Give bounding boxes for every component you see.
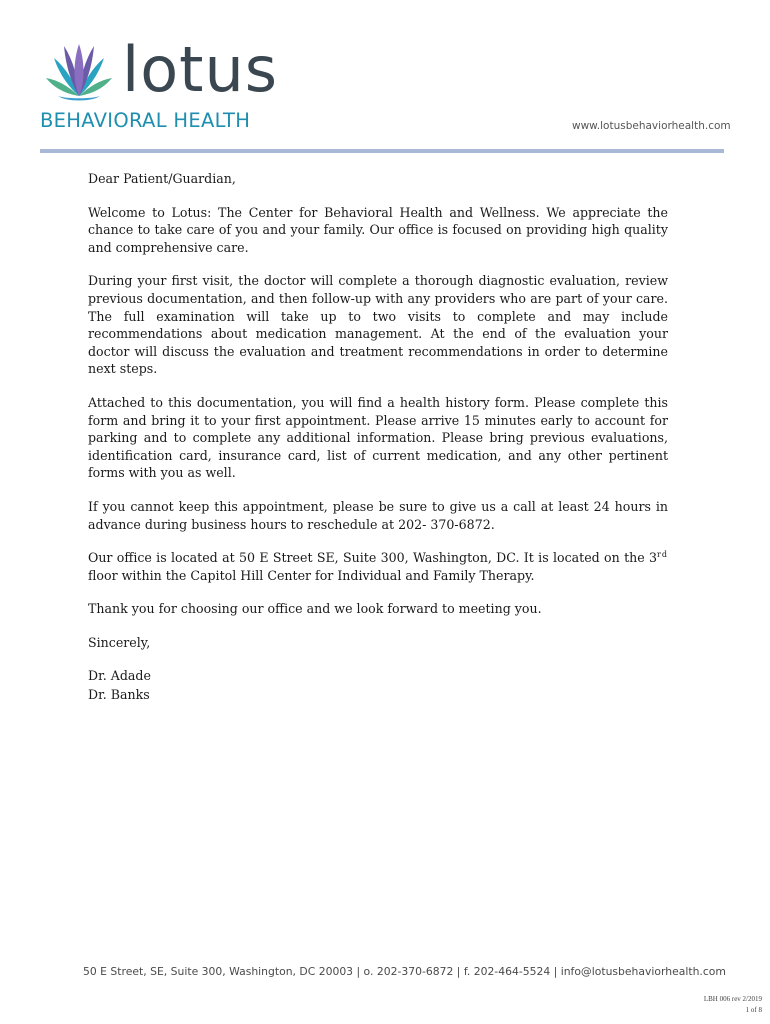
signer-banks: Dr. Banks <box>88 687 150 703</box>
lotus-flower-icon <box>42 44 116 106</box>
location-text: Our office is located at 50 E Street SE, Suite 300, Washington, DC. It is located on the 3 <box>88 550 658 566</box>
letter-body <box>88 170 668 720</box>
page-number: 1 of 8 <box>745 1006 762 1014</box>
revision-code: LBH 006 rev 2/2019 <box>703 995 762 1003</box>
header-divider <box>40 149 724 153</box>
paragraph-first-visit: During your first visit, the doctor will complete a thorough diagnostic evaluation, review previous documentation, and then follow-up with any providers who are part of your care. The full examination will take up to two visits to complete and may include recommendations about medication management. At the end of the evaluation your doctor will discuss the evaluation and treatment recommendations in order to determine next steps. <box>88 273 668 377</box>
website-link[interactable]: www.lotusbehaviorhealth.com <box>572 120 731 132</box>
floor-ordinal: rd <box>657 550 668 560</box>
salutation: Dear Patient/Guardian, <box>88 171 236 186</box>
footer-contact: 50 E Street, SE, Suite 300, Washington, DC 20003 | o. 202-370-6872 | f. 202-464-5524 | info@lotusbehaviorhealth.com <box>83 965 726 978</box>
location-text-cont: floor within the Capitol Hill Center for Individual and Family Therapy. <box>88 567 535 583</box>
paragraph-welcome: Welcome to Lotus: The Center for Behavioral Health and Wellness. We appreciate the chance to take care of you and your family. Our office is focused on providing high quality and comprehensive care. <box>88 204 668 255</box>
paragraph-cancellation: If you cannot keep this appointment, please be sure to give us a call at least 24 hours in advance during business hours to reschedule at 202- 370-6872. <box>88 498 668 532</box>
paragraph-thanks: Thank you for choosing our office and we look forward to meeting you. <box>88 601 542 617</box>
logo <box>40 33 300 138</box>
paragraph-location <box>88 549 668 584</box>
closing: Sincerely, <box>88 634 151 650</box>
signer-adade: Dr. Adade <box>88 668 151 684</box>
paragraph-health-form: Attached to this documentation, you will find a health history form. Please complete this form and bring it to your first appointment. Please arrive 15 minutes early to account for parking and to complete any additional information. Please bring previous evaluations, identification card, insurance card, list of current medication, and any other pertinent forms with you as well. <box>88 394 668 481</box>
brand-subtitle: BEHAVIORAL HEALTH <box>40 109 251 132</box>
brand-name: lotus <box>122 33 279 106</box>
revision-info <box>704 994 762 1016</box>
